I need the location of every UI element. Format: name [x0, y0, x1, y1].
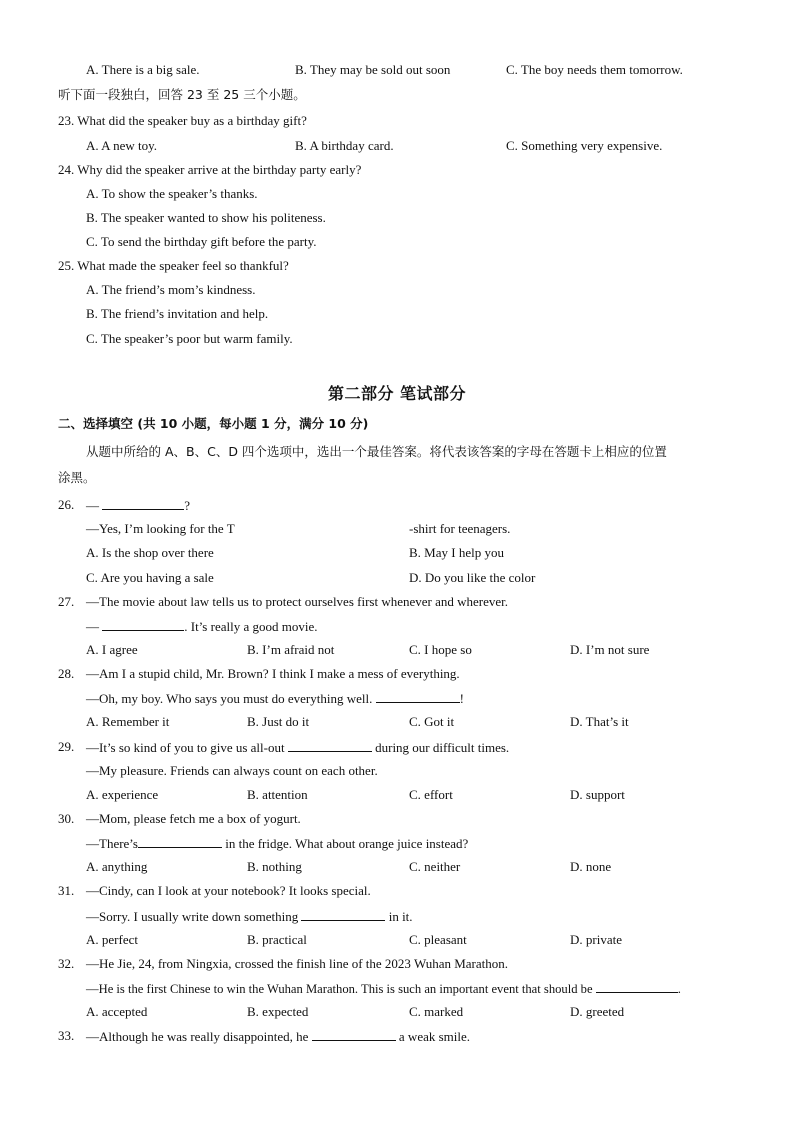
option-a: A. There is a big sale.: [86, 62, 200, 77]
q32-option-d: D. greeted: [570, 1004, 625, 1019]
option-c: C. The boy needs them tomorrow.: [506, 62, 683, 77]
section-instruction-line-1: 从题中所给的 A、B、C、D 四个选项中，选出一个最佳答案。将代表该答案的字母在答题卡上相应的位置: [86, 444, 667, 459]
q26-option-b: B. May I help you: [409, 545, 504, 560]
q28-option-d: D. That’s it: [570, 714, 629, 729]
q25-option-a: A. The friend’s mom’s kindness.: [86, 282, 256, 297]
q25-option-b: B. The friend’s invitation and help.: [86, 306, 269, 321]
section-instruction-line-2: 涂黑。: [58, 470, 96, 485]
answer-blank[interactable]: [376, 690, 460, 703]
question-31-line-1: —Cindy, can I look at your notebook? It looks special.: [86, 883, 371, 898]
q29-option-c: C. effort: [409, 787, 453, 802]
listening-instruction: 听下面一段独白，回答 23 至 25 三个小题。: [58, 87, 306, 102]
q31-option-d: D. private: [570, 932, 622, 947]
q27-option-a: A. I agree: [86, 642, 138, 657]
q32-option-b: B. expected: [247, 1004, 309, 1019]
question-27-number: 27.: [58, 594, 75, 609]
q30-option-c: C. neither: [409, 859, 461, 874]
question-27-line-1: —The movie about law tells us to protect ourselves first whenever and wherever.: [86, 594, 509, 609]
q29-option-d: D. support: [570, 787, 625, 802]
question-33-line-1: —Although he was really disappointed, he a weak smile.: [86, 1029, 471, 1044]
question-29-line-1: —It’s so kind of you to give us all-out during our difficult times.: [86, 740, 510, 755]
question-32-line-2: —He is the first Chinese to win the Wuhan Marathon. This is such an important event that should be .: [86, 982, 681, 996]
question-26-number: 26.: [58, 497, 75, 512]
q24-option-c: C. To send the birthday gift before the party.: [86, 234, 317, 249]
section-heading: 二、选择填空 (共 10 小题，每小题 1 分，满分 10 分): [58, 416, 369, 431]
q27-option-b: B. I’m afraid not: [247, 642, 335, 657]
q32-option-c: C. marked: [409, 1004, 464, 1019]
q23-option-a: A. A new toy.: [86, 138, 158, 153]
q31-option-a: A. perfect: [86, 932, 138, 947]
question-26-line-2a: —Yes, I’m looking for the T: [86, 521, 235, 536]
q24-option-a: A. To show the speaker’s thanks.: [86, 186, 258, 201]
q31-option-b: B. practical: [247, 932, 307, 947]
q30-option-a: A. anything: [86, 859, 148, 874]
q23-option-b: B. A birthday card.: [295, 138, 394, 153]
q27-option-d: D. I’m not sure: [570, 642, 650, 657]
question-28-line-2: —Oh, my boy. Who says you must do everything well. !: [86, 691, 464, 706]
q28-option-c: C. Got it: [409, 714, 455, 729]
q28-option-a: A. Remember it: [86, 714, 170, 729]
question-26-line-2b: -shirt for teenagers.: [409, 521, 511, 536]
question-30-number: 30.: [58, 811, 75, 826]
q29-option-b: B. attention: [247, 787, 308, 802]
question-31-line-2: —Sorry. I usually write down something in it.: [86, 909, 413, 924]
q23-option-c: C. Something very expensive.: [506, 138, 663, 153]
question-28-number: 28.: [58, 666, 75, 681]
q30-option-d: D. none: [570, 859, 612, 874]
question-23-stem: 23. What did the speaker buy as a birthday gift?: [58, 113, 307, 128]
q26-option-d: D. Do you like the color: [409, 570, 536, 585]
q24-option-b: B. The speaker wanted to show his politeness.: [86, 210, 326, 225]
part-two-title: 第二部分 笔试部分: [327, 384, 467, 403]
question-33-number: 33.: [58, 1028, 75, 1043]
q26-option-a: A. Is the shop over there: [86, 545, 214, 560]
answer-blank[interactable]: [102, 618, 184, 631]
q28-option-b: B. Just do it: [247, 714, 310, 729]
q29-option-a: A. experience: [86, 787, 159, 802]
option-b: B. They may be sold out soon: [295, 62, 451, 77]
question-32-number: 32.: [58, 956, 75, 971]
q32-option-a: A. accepted: [86, 1004, 148, 1019]
question-25-stem: 25. What made the speaker feel so thankful?: [58, 258, 289, 273]
question-29-line-2: —My pleasure. Friends can always count on each other.: [86, 763, 378, 778]
q25-option-c: C. The speaker’s poor but warm family.: [86, 331, 293, 346]
q27-option-c: C. I hope so: [409, 642, 472, 657]
answer-blank[interactable]: [138, 835, 222, 848]
question-31-number: 31.: [58, 883, 75, 898]
question-24-stem: 24. Why did the speaker arrive at the birthday party early?: [58, 162, 362, 177]
answer-blank[interactable]: [301, 908, 385, 921]
question-30-line-2: —There’s in the fridge. What about orange juice instead?: [86, 836, 469, 851]
q31-option-c: C. pleasant: [409, 932, 467, 947]
q26-option-c: C. Are you having a sale: [86, 570, 214, 585]
question-28-line-1: —Am I a stupid child, Mr. Brown? I think I make a mess of everything.: [86, 666, 460, 681]
question-30-line-1: —Mom, please fetch me a box of yogurt.: [86, 811, 301, 826]
answer-blank[interactable]: [312, 1028, 396, 1041]
question-29-number: 29.: [58, 739, 75, 754]
question-26-line-1: — ?: [86, 498, 191, 513]
answer-blank[interactable]: [102, 497, 184, 510]
q30-option-b: B. nothing: [247, 859, 302, 874]
answer-blank[interactable]: [596, 980, 678, 993]
question-32-line-1: —He Jie, 24, from Ningxia, crossed the finish line of the 2023 Wuhan Marathon.: [86, 956, 509, 971]
answer-blank[interactable]: [288, 739, 372, 752]
question-27-line-2: — . It’s really a good movie.: [86, 619, 318, 634]
